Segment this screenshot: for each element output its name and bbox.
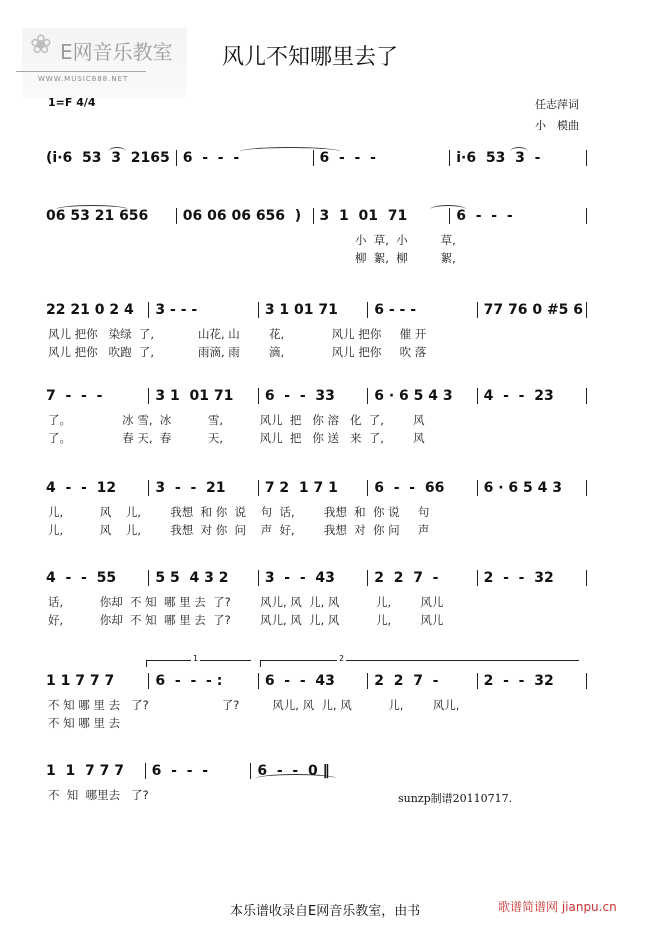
lyric-line: 话, 你却 不 知 哪 里 去 了? 风儿, 风 儿, 风 儿, 风儿: [48, 595, 444, 609]
measure: 6 - - - :: [148, 673, 257, 689]
logo-url: WWW.MUSIC888.NET: [38, 75, 129, 83]
measure: 6 - - -: [176, 150, 313, 166]
lyric-line: 柳 絮, 柳 絮,: [355, 251, 456, 265]
logo-divider: [16, 71, 146, 72]
watermark: 歌谱简谱网 jianpu.cn: [498, 900, 617, 914]
measure: 4 - - 23: [477, 388, 586, 404]
measure: 2 2 7 -: [367, 673, 476, 689]
slur: [108, 147, 126, 156]
lyric-line: 不 知 哪 里 去 了? 了? 风儿, 风 儿, 风 儿, 风儿,: [48, 698, 460, 712]
slur: [240, 147, 340, 156]
lyric-line: 不 知 哪 里 去: [48, 716, 121, 730]
measure: 6 · 6 5 4 3: [477, 480, 586, 496]
measure: 6 - - -: [367, 302, 476, 318]
transcriber-signature: sunzp制谱20110717.: [398, 792, 513, 805]
lyricist: 任志萍词: [535, 98, 579, 111]
measure: 6 - - 0 ‖: [250, 763, 356, 779]
notation-row: [46, 302, 587, 318]
measure: 6 - - 33: [258, 388, 367, 404]
measure: 6 - - 43: [258, 673, 367, 689]
composer: 小 模曲: [535, 119, 579, 132]
slur: [256, 774, 336, 783]
footer-text: 本乐谱收录自E网音乐教室，由书: [230, 904, 421, 919]
measure: 7 2 1 7 1: [258, 480, 367, 496]
measure: 3 - - 21: [148, 480, 257, 496]
lyric-line: 风儿 把你 染绿 了, 山花, 山 花, 风儿 把你 催 开: [48, 327, 427, 341]
measure: 22 21 0 2 4: [46, 302, 134, 318]
lyric-line: 风儿 把你 吹跑 了, 雨滴, 雨 滴, 风儿 把你 吹 落: [48, 345, 427, 359]
measure: 6 - - -: [145, 763, 251, 779]
logo-flower-icon: ❀: [30, 30, 52, 60]
measure: 3 - - 43: [258, 570, 367, 586]
measure: 6 - - -: [449, 208, 586, 224]
lyric-line: 儿, 风 儿, 我想 和 你 说 句 话, 我想 和 你 说 句: [48, 505, 430, 519]
measure: 4 - - 55: [46, 570, 117, 586]
lyric-line: 了。 冰 雪, 冰 雪, 风儿 把 你 溶 化 了, 风: [48, 413, 425, 427]
lyric-line: 了。 春 天, 春 天, 风儿 把 你 送 来 了, 风: [48, 431, 425, 445]
measure: 77 76 0 #5 6: [477, 302, 586, 318]
notation-row: [46, 570, 587, 586]
measure: 3 1 01 71: [258, 302, 367, 318]
slur: [510, 147, 528, 156]
song-title: 风儿不知哪里去了: [222, 45, 399, 70]
measure: 1 1 7 7 7: [46, 673, 115, 689]
lyric-line: 不 知 哪里去 了?: [48, 788, 149, 802]
key-signature: 1=F 4/4: [48, 96, 96, 109]
measure: 4 - - 12: [46, 480, 117, 496]
lyric-line: 好, 你却 不 知 哪 里 去 了? 风儿, 风 儿, 风 儿, 风儿: [48, 613, 444, 627]
measure: 7 - - -: [46, 388, 103, 404]
measure: i·6 53 3 -: [449, 150, 586, 166]
measure: 3 - - -: [148, 302, 257, 318]
notation-row: [46, 480, 587, 496]
measure: (i·6 53 3 2165: [46, 150, 170, 166]
measure: 1 1 7 7 7: [46, 763, 124, 779]
slur: [430, 205, 466, 214]
notation-row: [46, 673, 587, 689]
lyric-line: 小 草, 小 草,: [355, 233, 456, 247]
lyric-line: 儿, 风 儿, 我想 对 你 问 声 好, 我想 对 你 问 声: [48, 523, 430, 537]
measure: 06 53 21 656: [46, 208, 149, 224]
measure: 2 2 7 -: [367, 570, 476, 586]
volta-2: 2: [260, 660, 579, 667]
measure: 2 - - 32: [477, 570, 586, 586]
volta-1: 1: [146, 660, 251, 667]
measure: 2 - - 32: [477, 673, 586, 689]
measure: 5 5 4 3 2: [148, 570, 257, 586]
logo-name: E网音乐教室: [60, 40, 173, 64]
measure: 06 06 06 656 ): [176, 208, 313, 224]
measure: 3 1 01 71: [313, 208, 450, 224]
measure: 6 · 6 5 4 3: [367, 388, 476, 404]
measure: 6 - - 66: [367, 480, 476, 496]
notation-row: [46, 388, 587, 404]
measure: 3 1 01 71: [148, 388, 257, 404]
measure: 6 - - -: [313, 150, 450, 166]
slur: [56, 205, 128, 214]
